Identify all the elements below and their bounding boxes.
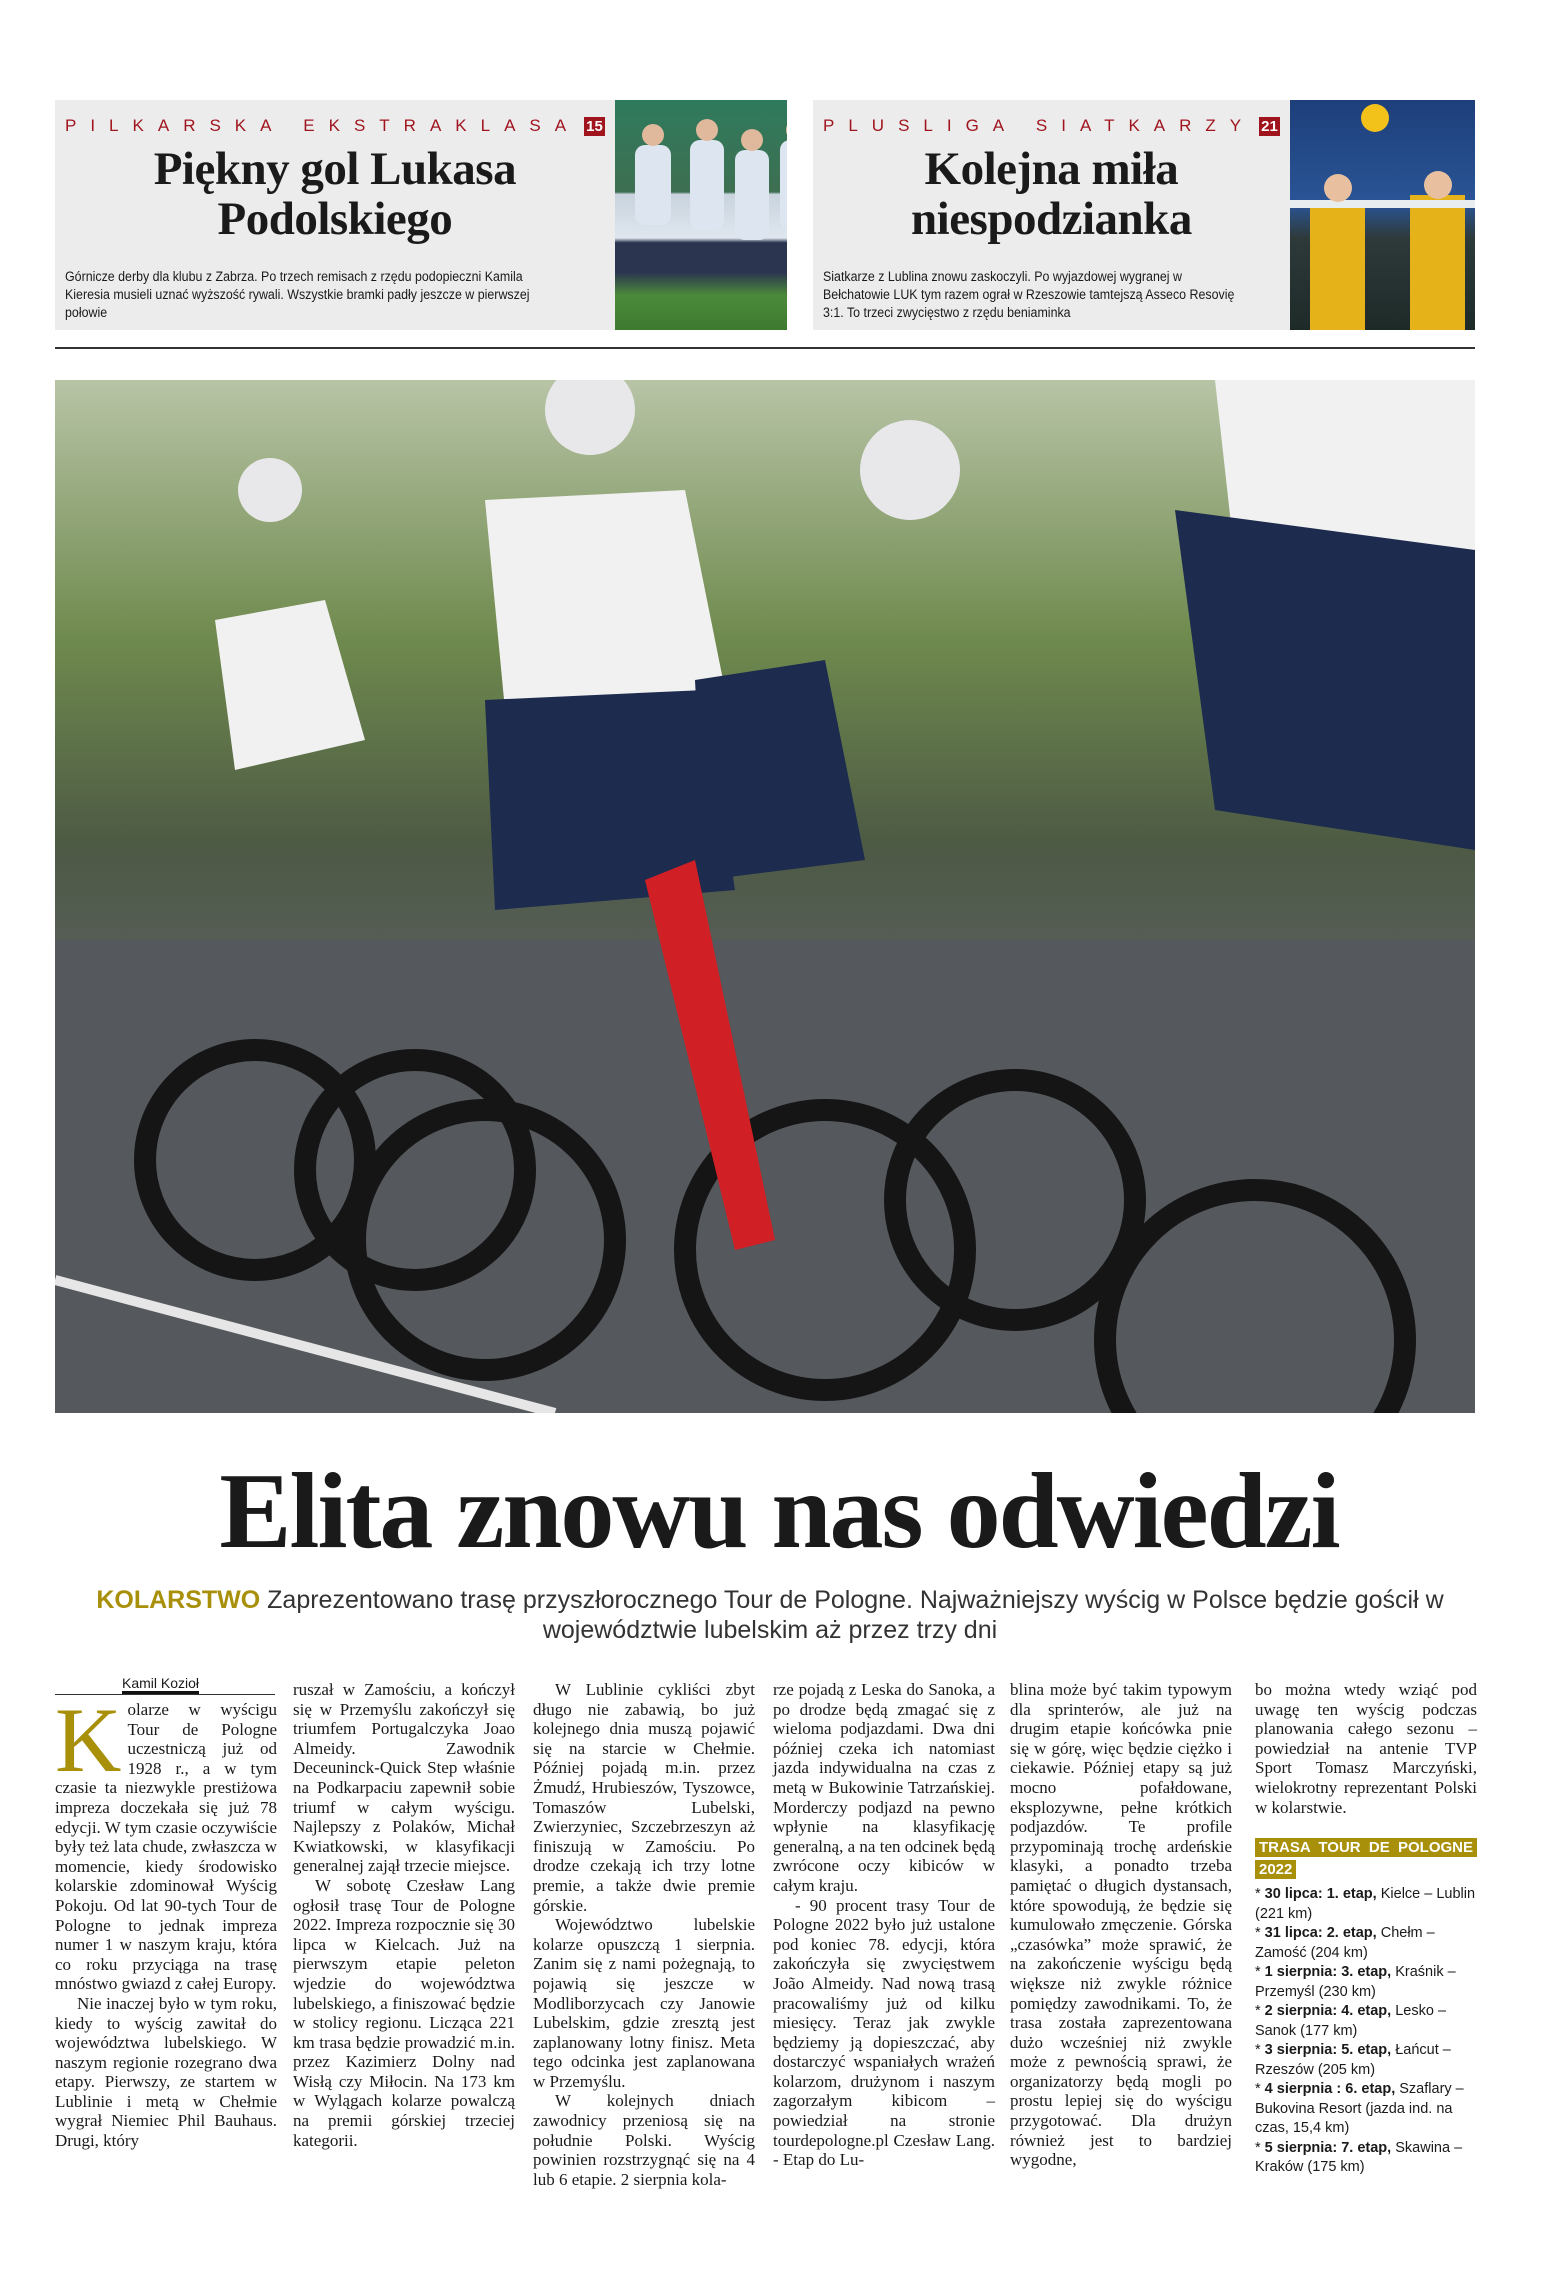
teaser-volleyball[interactable] — [813, 100, 1475, 330]
stage-item: * 2 sierpnia: 4. etap, Lesko – Sanok (177 km) — [1255, 2003, 1447, 2039]
article-column-1: Kolarze w wyścigu Tour de Pologne uczestniczą już od 1928 r., a w tym czasie ta niezwykle prestiżowa impreza doczekała się już 78 edycji. W tym czasie oczywiście były też lata chude, zwłaszcza w momencie, kiedy środowisko kolarskie zdominował Wyścig Pokoju. Od lat 90-tych Tour de Pologne to jednak impreza numer 1 w naszym kraju, która co roku przyciąga na trasę mnóstwo gwiazd z całej Europy. Nie inaczej było w tym roku, kiedy to wyścig zawitał do województwa lubelskiego. W naszym regionie rozegrano dwa etapy. Pierwszy, ze startem w Lublinie i metą w Chełmie wygrał Niemiec Phil Bauhaus. Drugi, który — [55, 1689, 277, 2151]
cycling-peloton-photo — [55, 380, 1475, 1413]
teaser-lead: Górnicze derby dla klubu z Zabrza. Po trzech remisach z rzędu podopieczni Kamila Kieresia musieli uznać wyższość rywali. Wszystkie bramki padły jeszcze w pierwszej połowie — [65, 269, 530, 320]
teaser-kicker: PLUSLIGA SIATKARZY 21 — [823, 116, 1278, 135]
drop-cap: K — [55, 1689, 122, 1791]
article-column-6: bo można wtedy wziąć pod uwagę ten wyścig podczas planowania całego sezonu – powiedział na antenie TVP Sport Tomasz Marczyński, wielokrotny reprezentant Polski w kolarstwie. TRASA TOUR DE POLOGNE 2022 * 30 lipca: 1. etap, Kielce – Lublin (221 km) * 31 lipca: 2. etap, Chełm – Zamość (204 km) * 1 sierpnia: 3. etap, Kraśnik – Przemyśl (230 km) * 2 sierpnia: 4. etap, Lesko – Sanok (177 km) * 3 sierpnia: 5. etap, Łańcut – Rzeszów (205 km) * 4 sierpnia : 6. etap, Szaflary – Bukovina Resort (jazda ind. na czas, 15,4 km) * 5 sierpnia: 7. etap, Skawina – Kraków (175 km) — [1255, 1680, 1477, 2178]
stage-date: 3 sierpnia: 5. etap, — [1264, 2042, 1392, 2059]
teaser-football[interactable] — [55, 100, 787, 330]
stage-date: 2 sierpnia: 4. etap, — [1264, 2003, 1392, 2020]
section-label: KOLARSTWO — [96, 1586, 261, 1614]
cyclists-illustration — [55, 380, 1475, 1413]
stage-date: 1 sierpnia: 3. etap, — [1264, 1964, 1392, 1981]
teaser-lead: Siatkarze z Lublina znowu zaskoczyli. Po wyjazdowej wygranej w Bełchatowie LUK tym razem ograł w Rzeszowie tamtejszą Asseco Resovię 3:1. To trzeci zwycięstwo z rzędu beniaminka — [823, 269, 1235, 320]
players-illustration — [1290, 100, 1475, 330]
article-column-4: rze pojadą z Leska do Sanoka, a po drodze będą zmagać się z wieloma podjazdami. Dwa dni później czeka ich natomiast jazda indywidualna na czas z metą w Bukowinie Tatrzańskiej. Morderczy podjazd na pewno wpłynie na klasyfikację generalną, a na ten odcinek będą zwrócone oczy kibiców w całym kraju. - 90 procent trasy Tour de Pologne 2022 było już ustalone pod koniec 78. edycji, która zakończyła się zwycięstwem João Almeidy. Nad nową trasą pracowaliśmy już od kilku miesięcy. Teraz jak zwykle będziemy ją dopieszczać, aby dostarczyć wspaniałych wrażeń kolarzom, drużynom i naszym zagorzałym kibicom – powiedział na stronie tourdepologne.pl Czesław Lang. - Etap do Lu- — [773, 1680, 995, 2170]
volleyball-photo — [1290, 100, 1475, 330]
article-column-2: ruszał w Zamościu, a kończył się w Przemyślu zakończył się triumfem Portugalczyka Joao Almeidy. Zawodnik Deceuninck-Quick Step właśnie na Podkarpaciu zapewnił sobie triumf w całym wyścigu. Najlepszy z Polaków, Michał Kwiatkowski, w klasyfikacji generalnej zajął trzecie miejsce. W sobotę Czesław Lang ogłosił trasę Tour de Pologne 2022. Impreza rozpocznie się 30 lipca w Kielcach. Już na pierwszym etapie peleton wjedzie do województwa lubelskiego, a finiszować będzie w stolicy regionu. Licząca 221 km trasa będzie prowadzić m.in. przez Kazimierz Dolny nad Wisłą czy Miłocin. Na 173 km w Wylągach kolarze powalczą na premii górskiej trzeciej kategorii. — [293, 1680, 515, 2150]
stage-route: Lesko – Sanok (177 km) — [1255, 2003, 1447, 2039]
article-column-3: W Lublinie cykliści zbyt długo nie zabawią, bo już kolejnego dnia muszą pojawić się na starcie w Chełmie. Później pojadą m.in. przez Żmudź, Hrubieszów, Tyszowce, Tomaszów Lubelski, Zwierzyniec, Szczebrzeszyn aż finiszują w Zamościu. Po drodze czekają ich trzy lotne premie, a także dwie premie górskie. Województwo lubelskie kolarze opuszczą 1 sierpnia. Zanim się z nami pożegnają, to pojawią się jeszcze w Modliborzycach czy Janowie Lubelskim, gdzie zresztą jest zaplanowany lotny finisz. Meta tego odcinka jest zaplanowana w Przemyślu. W kolejnych dniach zawodnicy przeniosą się na południe Polski. Wyścig powinien rozstrzygnąć się na 4 lub 6 etapie. 2 sierpnia kola- — [533, 1680, 755, 2189]
stage-date: 30 lipca: 1. etap, — [1264, 1886, 1377, 1903]
teaser-title[interactable]: Kolejna miła niespodzianka — [911, 143, 1192, 245]
article-deck: KOLARSTWO Zaprezentowano trasę przyszłorocznego Tour de Pologne. Najważniejszy wyścig w Polsce będzie gościł w województwie lubelskim aż przez trzy dni — [96, 1586, 1444, 1644]
teaser-title[interactable]: Piękny gol Lukasa Podolskiego — [153, 143, 517, 245]
players-illustration — [615, 100, 787, 330]
teaser-text — [813, 100, 1290, 330]
stage-route: Skawina – Kraków (175 km) — [1255, 2139, 1463, 2176]
football-photo — [615, 100, 787, 330]
page-number-badge: 15 — [586, 118, 603, 135]
stage-list — [1255, 1885, 1477, 2178]
author-name: Kamil Kozioł — [122, 1675, 199, 1694]
stage-route: Chełm – Zamość (204 km) — [1255, 1925, 1435, 1961]
route-box — [1255, 1837, 1477, 2178]
stage-item: * 31 lipca: 2. etap, Chełm – Zamość (204 km) — [1255, 1925, 1435, 1961]
stage-date: 31 lipca: 2. etap, — [1264, 1925, 1377, 1942]
page-number-badge: 21 — [1261, 118, 1278, 135]
stage-item: * 4 sierpnia : 6. etap, Szaflary – Bukovina Resort (jazda ind. na czas, 15,4 km) — [1255, 2081, 1464, 2137]
stage-item: * 30 lipca: 1. etap, Kielce – Lublin (221 km) — [1255, 1886, 1476, 1922]
article-column-5: blina może być takim typowym dla sprinterów, ale już na drugim etapie końcówka pnie się w górę, więc będzie ciężko i ciekawie. Później etapy są już mocno pofałdowane, eksplozywne, pełne krótkich podjazdów. Te profile przypominają trochę ardeńskie klasyki, a ponadto trzeba pamiętać o długich dystansach, które spowodują, że będzie się kumulowało zmęczenie. Górska „czasówka” może sprawić, że na zakończenie wyścigu będą większe niż zwykle różnice pomiędzy zawodnikami. To, że trasa została zaprezentowana dużo wcześniej niż zwykle może z pewnością sprawi, że organizatorzy będą mogli po prostu lepiej się do wyścigu przygotować. Dla drużyn również jest to bardziej wygodne, — [1010, 1680, 1232, 2170]
stage-route: Kielce – Lublin (221 km) — [1255, 1886, 1476, 1922]
stage-date: 5 sierpnia: 7. etap, — [1264, 2139, 1392, 2156]
stage-route: Szaflary – Bukovina Resort (jazda ind. na czas, 15,4 km) — [1255, 2081, 1464, 2137]
stage-route: Kraśnik – Przemyśl (230 km) — [1255, 1964, 1456, 2000]
stage-item: * 1 sierpnia: 3. etap, Kraśnik – Przemyśl (230 km) — [1255, 1964, 1456, 2000]
teaser-text — [55, 100, 615, 330]
stage-route: Łańcut – Rzeszów (205 km) — [1255, 2042, 1451, 2078]
section-divider — [55, 347, 1475, 349]
stage-date: 4 sierpnia : 6. etap, — [1264, 2081, 1396, 2098]
teaser-kicker: PILKARSKA EKSTRAKLASA 15 — [65, 116, 603, 135]
article-headline: Elita znowu nas odwiedzi — [219, 1452, 1339, 1571]
stage-item: * 5 sierpnia: 7. etap, Skawina – Kraków (175 km) — [1255, 2139, 1463, 2176]
stage-item: * 3 sierpnia: 5. etap, Łańcut – Rzeszów (205 km) — [1255, 2042, 1451, 2078]
route-box-title: TRASA TOUR DE POLOGNE 2022 — [1255, 1838, 1477, 1879]
